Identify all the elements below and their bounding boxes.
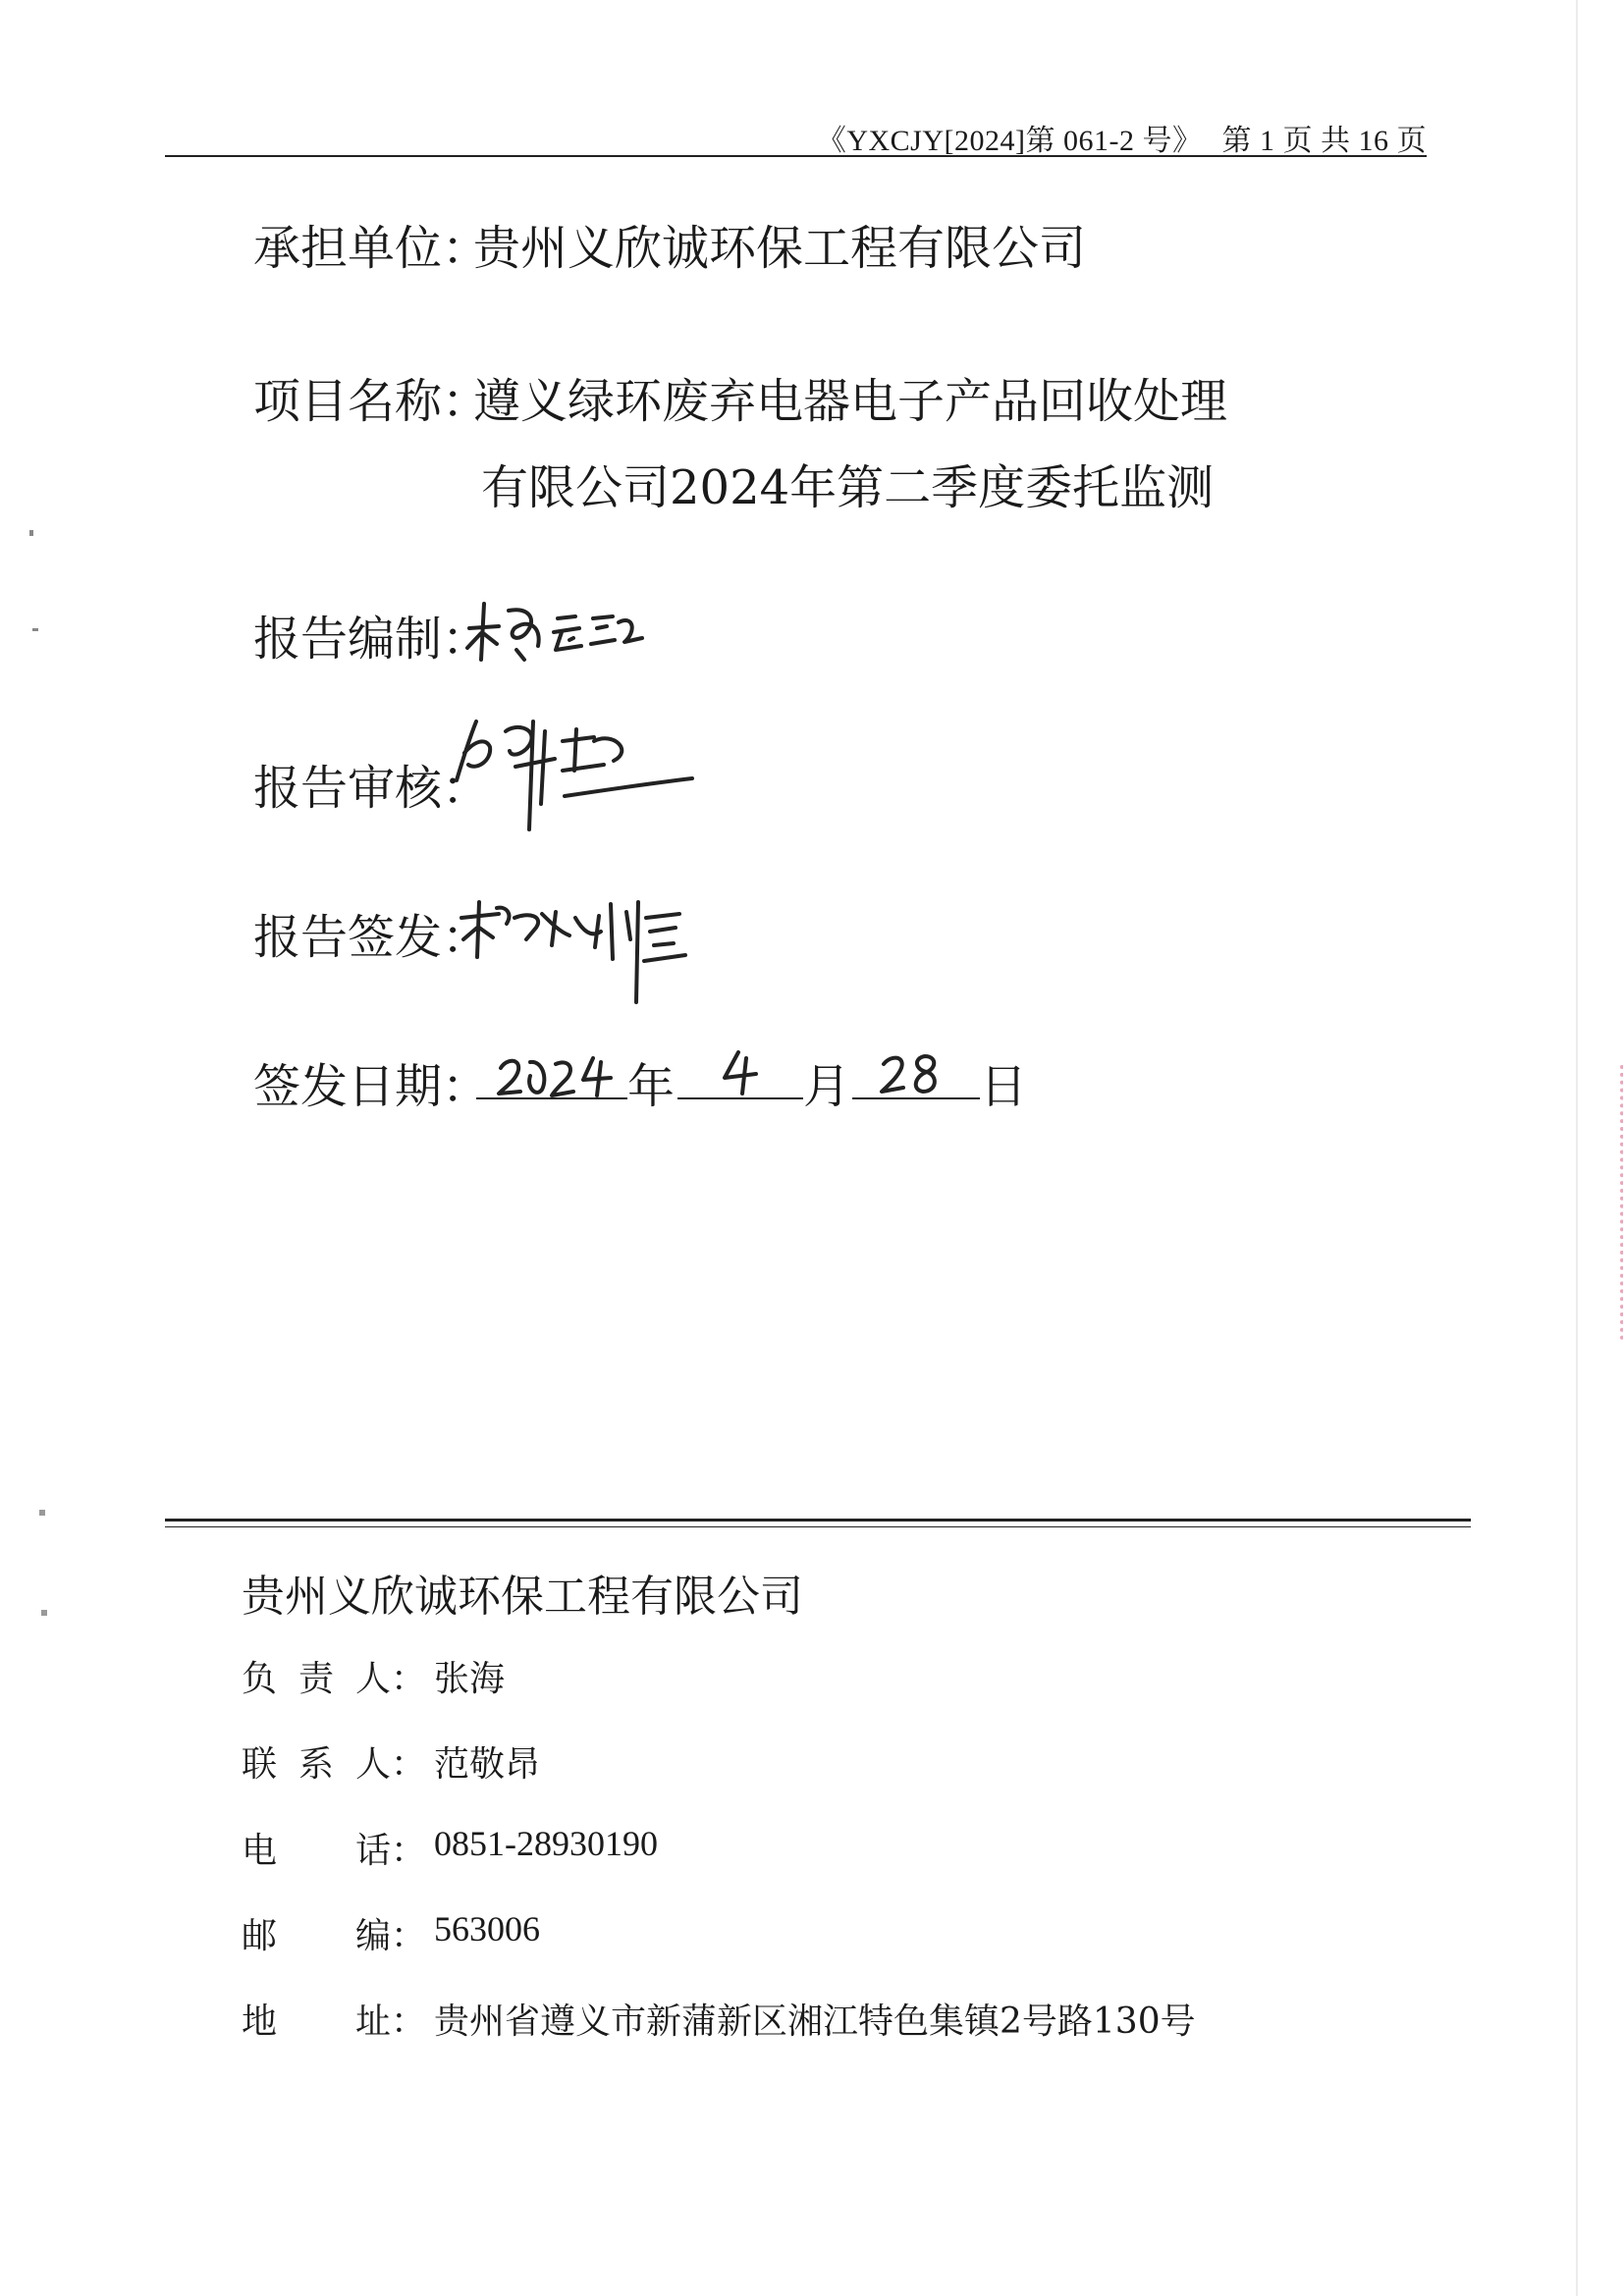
contact-label-contact-person: 联 系 人： — [242, 1744, 427, 1785]
year-value — [489, 1050, 492, 1051]
header-rule — [165, 155, 1427, 157]
seal-edge-fragment — [1598, 1065, 1623, 1340]
footer-rule-thin — [165, 1526, 1471, 1527]
scan-mark — [29, 530, 33, 536]
day-unit: 日 — [980, 1059, 1028, 1114]
scan-mark — [41, 1610, 47, 1616]
reviewer-signature — [447, 702, 702, 839]
issue-date-label: 签发日期： — [253, 1059, 490, 1114]
contact-value-address: 贵州省遵义市新蒲新区湘江特色集镇2号路130号 — [434, 2002, 1196, 2042]
compiler-signature — [460, 589, 646, 667]
month-handwritten — [717, 1046, 766, 1097]
contact-label-person-in-charge: 负 责 人： — [242, 1659, 427, 1699]
contact-value-postcode: 563006 — [434, 1909, 540, 1949]
contact-label-address: 地 址： — [242, 2002, 427, 2042]
issued-label: 报告签发： — [253, 910, 490, 965]
month-blank — [677, 1097, 803, 1099]
footer-rule-thick — [165, 1519, 1471, 1522]
reviewed-label: 报告审核： — [253, 761, 490, 816]
day-handwritten — [876, 1046, 954, 1097]
day-blank — [852, 1097, 980, 1099]
contact-value-phone: 0851-28930190 — [434, 1824, 658, 1863]
project-label: 项目名称： — [253, 374, 490, 429]
scan-mark — [32, 628, 38, 631]
compiled-label: 报告编制： — [253, 612, 490, 667]
contact-value-person-in-charge: 张海 — [434, 1659, 506, 1699]
page-info: 第 1 页 共 16 页 — [1221, 125, 1427, 157]
scan-mark — [39, 1510, 45, 1516]
document-number: 《YXCJY[2024]第 061-2 号》 — [816, 125, 1203, 157]
footer-company-name: 贵州义欣诚环保工程有限公司 — [242, 1572, 803, 1622]
month-value — [722, 1050, 723, 1051]
month-unit: 月 — [803, 1059, 851, 1114]
year-handwritten — [491, 1048, 619, 1099]
year-unit: 年 — [627, 1059, 676, 1114]
undertaker-value: 贵州义欣诚环保工程有限公司 — [473, 221, 1087, 276]
page-header — [817, 116, 1427, 159]
project-value-line2: 有限公司2024年第二季度委托监测 — [481, 460, 1215, 515]
contact-label-phone: 电 话： — [242, 1831, 427, 1871]
day-value — [884, 1050, 885, 1051]
page-edge-shadow — [1576, 0, 1578, 2296]
contact-value-contact-person: 范敬昂 — [434, 1744, 541, 1785]
undertaker-label: 承担单位： — [253, 221, 490, 276]
issuer-signature — [454, 888, 699, 1006]
project-value-line1: 遵义绿环废弃电器电子产品回收处理 — [473, 374, 1228, 429]
contact-label-postcode: 邮 编： — [242, 1916, 427, 1956]
